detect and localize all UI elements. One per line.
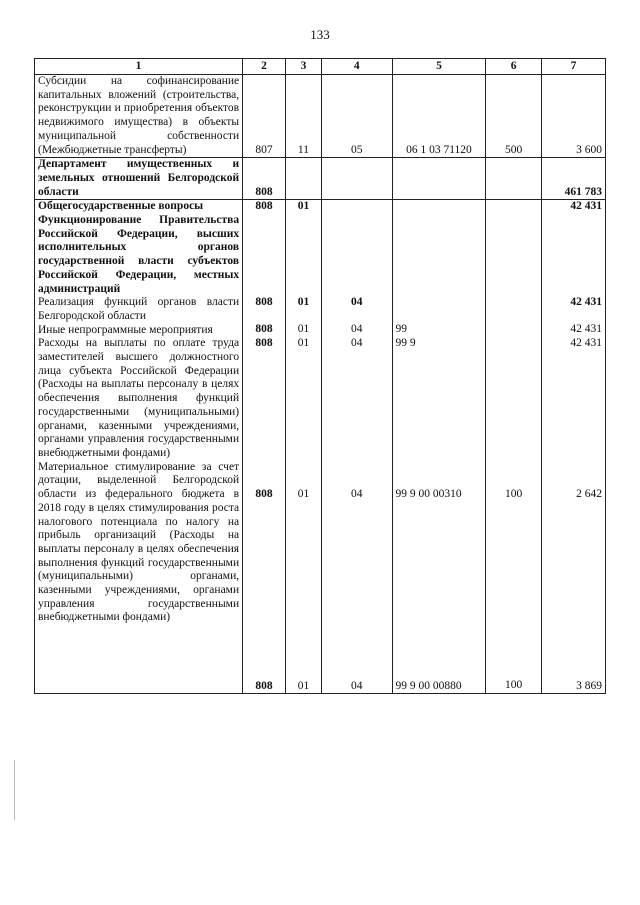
column-header: 3	[285, 59, 321, 75]
ministry-code: 808	[255, 200, 273, 213]
row-name: Иные непрограммные мероприятия	[38, 323, 213, 336]
section-code: 01	[297, 296, 310, 309]
subsection-code: 04	[351, 323, 363, 336]
ministry-code: 808	[255, 323, 273, 336]
subsection-code: 04	[351, 296, 363, 309]
amount: 3 869	[576, 679, 602, 692]
column-header: 2	[243, 59, 286, 75]
subsection-code: 04	[351, 487, 363, 500]
ministry-code-block	[243, 200, 286, 694]
column-header: 4	[322, 59, 392, 75]
section-code: 01	[297, 337, 310, 350]
target-article-code	[392, 158, 486, 200]
section-code	[285, 158, 321, 200]
row-name: Материальное стимулирование за счет дотации, выделенной Белгородской области из федерального бюджета в 2018 году в целях стимулирования роста налогового потенциала по налогу на прибыль организаций (Расходы на выплаты персоналу в целях обеспечения выполнения функций государственными (муниципальными) органами, казенными учреждениями, органами управления государственными внебюджетными фондами)	[38, 460, 240, 624]
ministry-code: 808	[255, 296, 273, 309]
row-name: Функционирование Правительства Российской Федерации, высших исполнительных органов государственной власти субъектов Российской Федерации, местных администраций	[38, 214, 240, 295]
section-code: 01	[297, 323, 310, 336]
section-code: 01	[297, 679, 310, 692]
target-article-code: 99 9 00 00310	[395, 487, 462, 500]
amount: 42 431	[570, 337, 602, 350]
ministry-code: 807	[243, 75, 286, 158]
subsection-code: 04	[351, 337, 363, 350]
section-code: 01	[297, 200, 310, 213]
section-code: 11	[285, 75, 321, 158]
row-name-block	[35, 200, 243, 694]
subsection-code: 05	[322, 75, 392, 158]
target-article-code: 99 9 00 00880	[395, 679, 462, 692]
amount: 461 783	[541, 158, 605, 200]
ministry-code: 808	[255, 679, 273, 692]
table-row-merged	[35, 200, 606, 694]
budget-table	[34, 58, 606, 694]
subsection-code-block	[322, 200, 392, 694]
column-header: 6	[486, 59, 541, 75]
expense-type-code	[486, 158, 541, 200]
target-article-code: 99	[395, 323, 408, 336]
subsection-code: 04	[351, 679, 363, 692]
expense-type-block	[486, 200, 541, 694]
scan-artifact	[14, 760, 15, 820]
row-name: Реализация функций органов власти Белгородской области	[38, 296, 240, 322]
ministry-code: 808	[255, 487, 273, 500]
table-header-row	[35, 59, 606, 75]
section-code-block	[285, 200, 321, 694]
amount: 42 431	[570, 296, 602, 309]
table-row	[35, 75, 606, 158]
column-header: 1	[35, 59, 243, 75]
table-row	[35, 158, 606, 200]
row-name: Расходы на выплаты по оплате труда заместителей высшего должностного лица субъекта Российской Федерации (Расходы на выплаты персоналу в целях обеспечения выполнения функций государственными (муниципальными) органами, казенными учреждениями, органами управления государственными внебюджетными фондами)	[38, 337, 240, 459]
amount-block	[541, 200, 605, 694]
row-name: Департамент имущественных и земельных отношений Белгородской области	[35, 158, 243, 200]
section-code: 01	[297, 487, 310, 500]
expense-type-code: 100	[505, 679, 523, 692]
amount: 2 642	[576, 487, 602, 500]
column-header: 7	[541, 59, 605, 75]
subsection-code	[322, 158, 392, 200]
page-number: 133	[310, 27, 330, 42]
column-header: 5	[392, 59, 486, 75]
expense-type-code: 100	[505, 487, 523, 500]
amount: 42 431	[570, 323, 602, 336]
ministry-code: 808	[243, 158, 286, 200]
expense-type-code: 500	[486, 75, 541, 158]
target-article-block	[392, 200, 486, 694]
target-article-code: 99 9	[395, 337, 416, 350]
amount: 3 600	[541, 75, 605, 158]
ministry-code: 808	[255, 337, 273, 350]
row-name: Общегосударственные вопросы	[38, 200, 204, 213]
amount: 42 431	[570, 200, 602, 213]
row-name: Субсидии на софинансирование капитальных вложений (строительства, реконструкции и приобретения объектов недвижимого имущества) в объекты муниципальной собственности (Межбюджетные трансферты)	[35, 75, 243, 158]
target-article-code: 06 1 03 71120	[392, 75, 486, 158]
